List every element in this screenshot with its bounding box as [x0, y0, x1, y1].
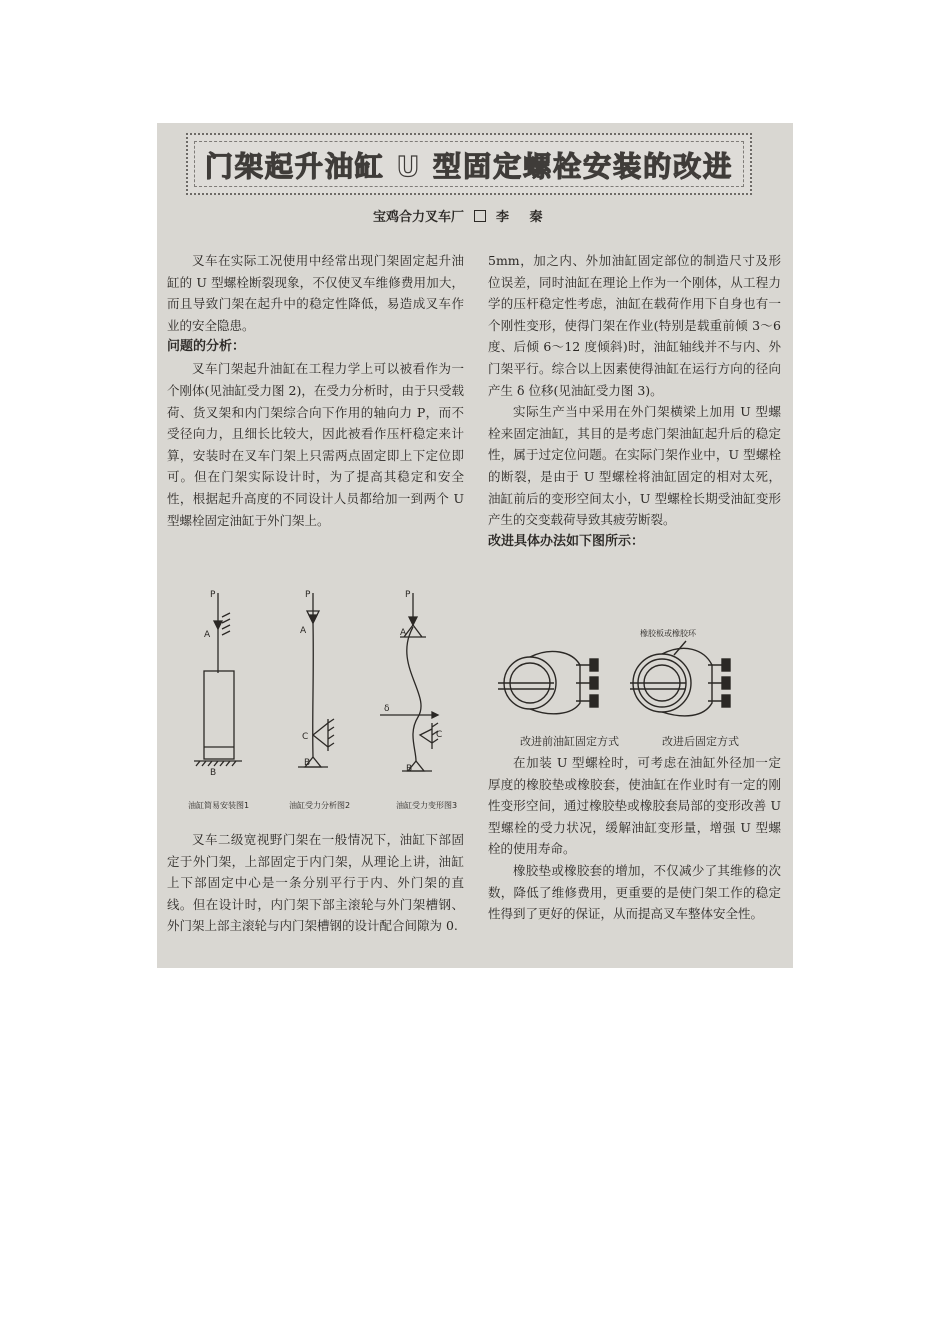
upper-support-hatch-1 — [222, 613, 230, 635]
label-a-1: A — [204, 630, 211, 640]
pin-support-c-3 — [420, 729, 432, 743]
label-a-3: A — [400, 628, 407, 638]
label-a-2: A — [300, 626, 307, 636]
byline-organization: 宝鸡合力叉车厂 — [373, 210, 465, 225]
left-paragraph-2: 叉车门架起升油缸在工程力学上可以被看作为一个刚体(见油缸受力图 2)，在受力分析时，由于只受载荷、货叉架和内门架综合向下作用的轴向力 P，而不受径向力，且细长比较大，因此被看作压杆稳定来计算，安装时在叉车门架上只需两点固定即上下定位即可。但在门架实际设计时，为了提高其稳定和安全性，根据起升高度的不同设计人员都给加一到两个 U 型螺栓固定油缸于外门架上。 — [167, 361, 464, 528]
label-c-2: C — [302, 732, 309, 742]
caption-diagram-2: 油缸受力分析图2 — [289, 801, 351, 810]
article-title: 门架起升油缸 U 型固定螺栓安装的改进 — [204, 150, 734, 183]
label-p-1: P — [210, 590, 216, 600]
left-heading-analysis: 问题的分析： — [167, 339, 246, 355]
cylinder-diagrams-figure — [180, 585, 470, 815]
byline-author: 李 秦 — [496, 210, 551, 225]
title-banner — [186, 133, 752, 195]
label-p-2: P — [305, 590, 311, 600]
label-delta: δ — [384, 704, 390, 714]
right-column-bottom — [488, 752, 781, 925]
label-p-3: P — [405, 590, 411, 600]
label-c-3: C — [436, 730, 443, 740]
byline — [373, 206, 551, 225]
label-b-1: B — [210, 768, 217, 778]
caption-after: 改进后固定方式 — [662, 735, 739, 748]
right-paragraph-2: 实际生产当中采用在外门架横梁上加用 U 型螺栓来固定油缸，其目的是考虑门架油缸起升后的稳定性，属于过定位问题。在实际门架作业中，U 型螺栓的断裂，是由于 U 型螺栓将油缸固定的相对太死，油缸前后的变形空间太小，U 型螺栓长期受油缸变形产生的交变载荷导致其疲劳断裂。 — [488, 404, 781, 528]
pin-support-c-2 — [313, 723, 328, 747]
crossbeam-before — [498, 683, 554, 689]
left-column-top — [167, 250, 464, 531]
left-paragraph-3: 叉车二级宽视野门架在一般情况下，油缸下部固定于外门架，上部固定于内门架，从理论上讲，油缸上下部固定中心是一条分别平行于内、外门架的直线。但在设计时，内门架下部主滚轮与外门架槽钢、外门架上部主滚轮与内门架槽钢的设计配合间隙为 0. — [167, 832, 464, 934]
label-b-3: B — [406, 764, 413, 774]
label-b-2: B — [304, 758, 311, 768]
left-paragraph-1: 叉车在实际工况使用中经常出现门架固定起升油缸的 U 型螺栓断裂现象，不仅使叉车维修费用加大，而且导致门架在起升中的稳定性降低，易造成叉车作业的安全隐患。 — [167, 253, 464, 333]
right-paragraph-3: 在加装 U 型螺栓时，可考虑在油缸外径加一定厚度的橡胶垫或橡胶套，使油缸在作业时有一定的刚性变形空间，通过橡胶垫或橡胶套局部的变形改善 U 型螺栓的受力状况，缓解油缸变形量，增强 U 型螺栓的使用寿命。 — [488, 755, 781, 857]
left-column-bottom — [167, 829, 464, 937]
deformed-cylinder-curve-3 — [407, 627, 421, 761]
title-banner-inner-border — [194, 141, 744, 187]
ground-hatch-1 — [196, 761, 236, 766]
u-bolt-clamp-figure — [490, 625, 780, 725]
cylinder-axis-2 — [313, 623, 314, 757]
cylinder-body-1 — [204, 671, 234, 759]
right-paragraph-4: 橡胶垫或橡胶套的增加，不仅减少了其维修的次数，降低了维修费用，更重要的是使门架工作的稳定性得到了更好的保证，从而提高叉车整体安全性。 — [488, 862, 781, 922]
byline-separator-box — [474, 210, 486, 222]
rubber-ring-label: 橡胶板或橡胶环 — [640, 629, 696, 638]
right-heading-improvement: 改进具体办法如下图所示： — [488, 533, 645, 549]
right-paragraph-1: 5mm，加之内、外加油缸固定部位的制造尺寸及形位误差，同时油缸在理论上作为一个刚体，从工程力学的压杆稳定性考虑，油缸在载荷作用下自身也有一个刚性变形，使得门架在作业(特别是载重前倾 3～6 度、后倾 6～12 度倾斜)时，油缸轴线并不与内、外门架平行。综合以上因素使得油缸在运行方向的径向产生 δ 位移(见油缸受力图 3)。 — [488, 253, 781, 398]
caption-before: 改进前油缸固定方式 — [520, 735, 619, 748]
caption-diagram-3: 油缸受力变形图3 — [396, 801, 458, 810]
right-column-top — [488, 250, 781, 553]
caption-diagram-1: 油缸简易安装图1 — [188, 801, 250, 810]
